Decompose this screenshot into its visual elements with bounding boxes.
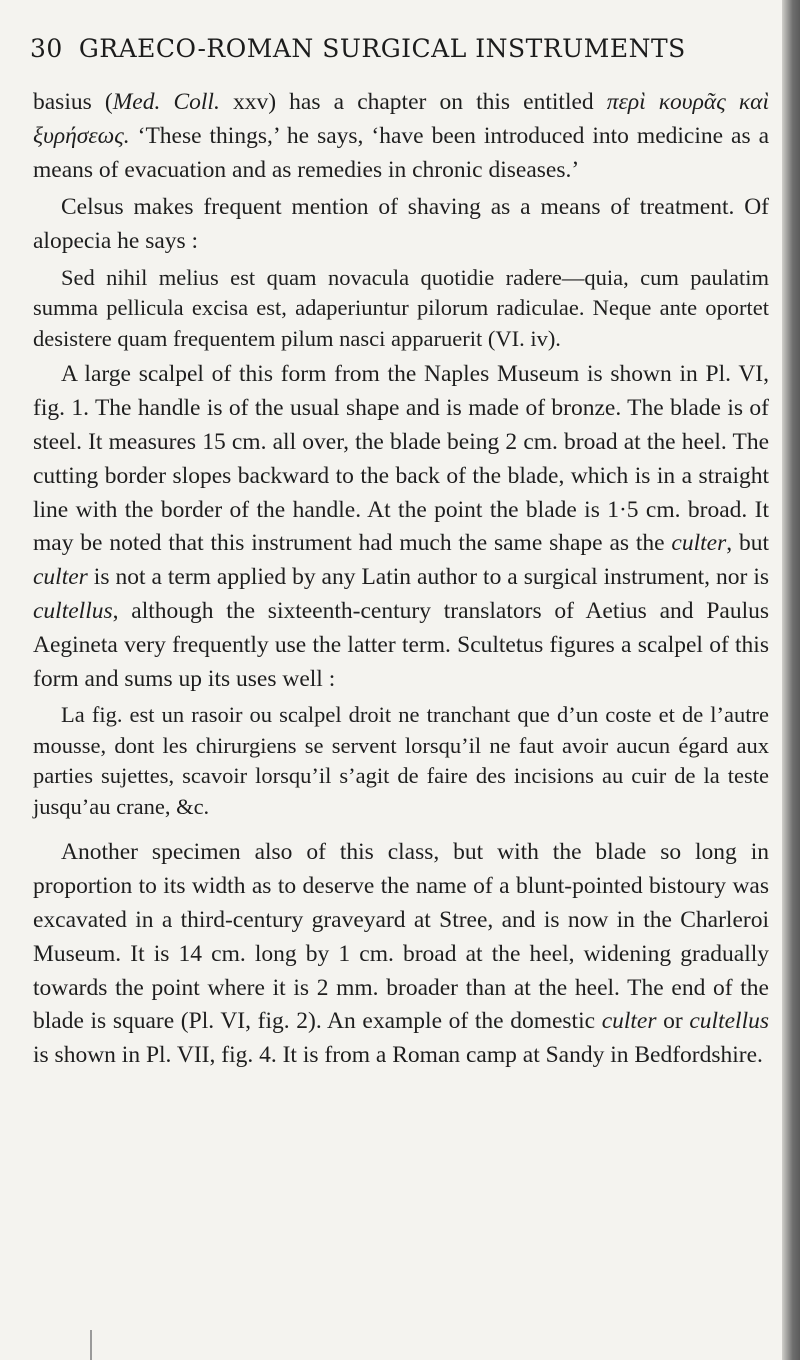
- p3-italic-1: culter: [671, 530, 727, 557]
- p4-text-3: is shown in Pl. VII, fig. 4. It is from a Roman camp at Sandy in Bedfordshire.: [33, 1042, 763, 1069]
- page-number: 30: [30, 34, 63, 63]
- p4-italic-2: cultellus: [689, 1008, 769, 1035]
- paragraph-4: [33, 836, 769, 1073]
- p1-text-3: ‘These things,’ he says, ‘have been introduced into medicine as a means of evacuation and as remedies in chronic diseases.’: [33, 122, 769, 183]
- p4-italic-1: culter: [601, 1008, 657, 1035]
- paragraph-2: Celsus makes frequent mention of shaving as a means of treatment. Of alopecia he says :: [33, 194, 769, 255]
- quote-scultetus: La fig. est un rasoir ou scalpel droit ne tranchant que d’un coste et de l’autre mousse, dont les chirurgiens se servent lorsqu’il ne faut avoir aucun égard aux parties sujettes, scavoir lorsqu’il s’agit de faire des incisions au cuir de la teste jusqu’au crane, &c.: [33, 702, 769, 819]
- running-header: [30, 34, 770, 63]
- p3-italic-3: cultellus: [33, 598, 113, 625]
- paragraph-3: [33, 358, 769, 696]
- p4-text-1: Another specimen also of this class, but with the blade so long in proportion to its width as to deserve the name of a blunt-pointed bistoury was excavated in a third-century graveyard at Stree, and is now in the Charleroi Museum. It is 14 cm. long by 1 cm. broad at the heel, widening gradually towards the point where it is 2 mm. broader than at the heel. The end of the blade is square (Pl. VI, fig. 2). An example of the domestic: [33, 839, 769, 1035]
- p4-text-2: or: [656, 1008, 690, 1035]
- page-edge-shadow: [782, 0, 800, 1360]
- running-title: GRAECO-ROMAN SURGICAL INSTRUMENTS: [78, 34, 686, 63]
- p1-italic-1: Med. Coll.: [112, 89, 220, 115]
- p3-text-2: , but: [726, 530, 769, 557]
- page-body: [33, 86, 769, 1073]
- paragraph-1: [33, 86, 769, 187]
- p1-text-1: basius (: [33, 89, 113, 115]
- p3-text-1: A large scalpel of this form from the Naples Museum is shown in Pl. VI, fig. 1. The handle is of the usual shape and is made of bronze. The blade is of steel. It measures 15 cm. all over, the blade being 2 cm. broad at the heel. The cutting border slopes backward to the back of the blade, which is in a straight line with the border of the handle. At the point the blade is 1·5 cm. broad. It may be noted that this instrument had much the same shape as the: [33, 361, 769, 557]
- quote-celsus: Sed nihil melius est quam novacula quotidie radere—quia, cum paulatim summa pellicula excisa est, adaperiuntur pilorum radiculae. Neque ante oportet desistere quam frequentem pilum nasci apparuerit (VI. iv).: [33, 264, 769, 351]
- p3-italic-2: culter: [33, 564, 88, 591]
- greek-title: περὶ κουρᾶς καὶ ξυρήσεως.: [33, 89, 770, 149]
- p3-text-4: , although the sixteenth-century translators of Aetius and Paulus Aegineta very frequently use the latter term. Scultetus figures a scalpel of this form and sums up its uses well :: [33, 598, 769, 692]
- binding-mark: [90, 1330, 92, 1360]
- p3-text-3: is not a term applied by any Latin author to a surgical instrument, nor is: [87, 564, 769, 591]
- p1-text-2: xxv) has a chapter on this entitled: [219, 89, 607, 115]
